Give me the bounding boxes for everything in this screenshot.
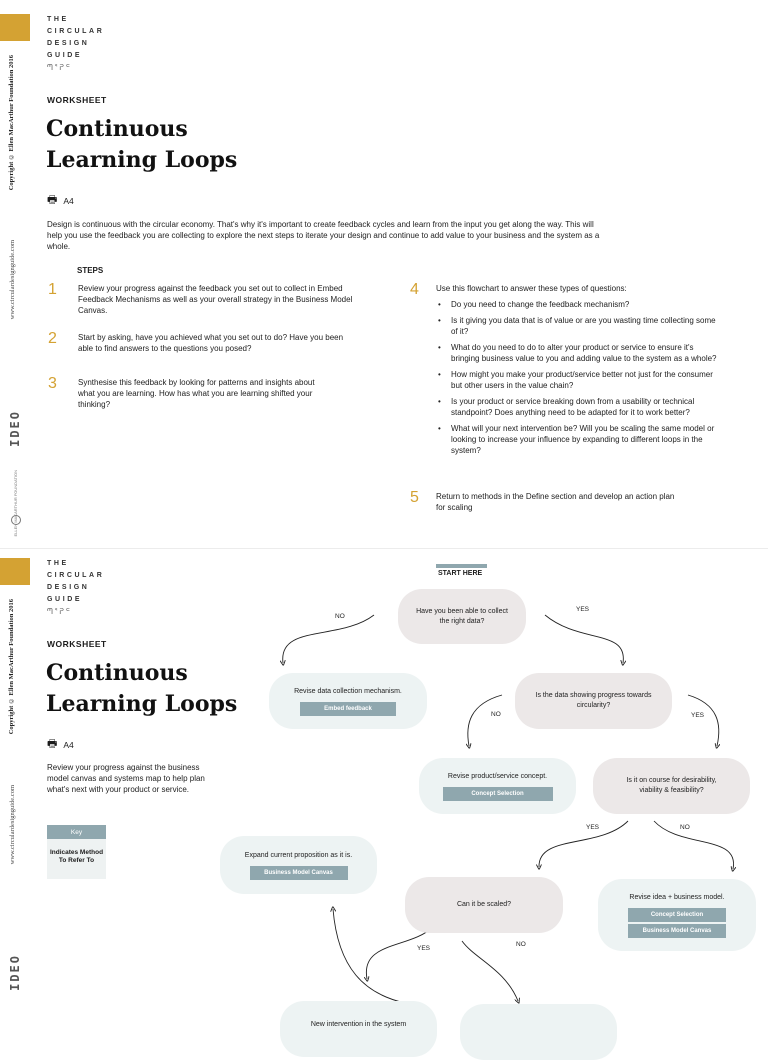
arrow-course-yes [539, 821, 628, 867]
logo-marks: ᘉᕐᕈᑦ [47, 63, 72, 72]
paper-format: 🖶 A4 [47, 735, 74, 754]
method-chip-concept-selection: Concept Selection [443, 787, 553, 801]
arrow-scaled-yes [366, 927, 433, 979]
list-item: • Do you need to change the feedback mechanism? [436, 299, 718, 310]
method-chip-business-model-canvas: Business Model Canvas [628, 924, 726, 938]
method-chip-embed-feedback: Embed feedback [300, 702, 396, 716]
page-title: Continuous Learning Loops [46, 116, 238, 173]
arrow-progress-no [468, 695, 502, 746]
worksheet-page-1: Copyright © Ellen MacArthur Foundation 2016 www.circulardesignguide.com IDEO ELLEN MACARTHUR FOUNDATION THE CIRCULAR DESIGN GUIDE ᘉᕐᕈᑦ WORKSHEET Continuous Learning Loops 🖶 A4 Design is continuous with the circular economy. That's why it's important to create feedback cycles and learn from the input you get along the way. This will help you use the feedback you are collecting to explore the next steps to iterate your design and continue to add value to your business and the system as a whole. STEPS 1 Review your progress against the feedback you set out to collect in Embed Feedback Mechanisms as well as your overall strategy in the Business Model Canvas. 2 Start by asking, have you achieved what you set out to do? Have you been able to find answers to the questions you posed? 3 Synthesise this feedback by looking for patterns and insights about what you are learning. How has what you are learning shifted your thinking? 4 Use this flowchart to answer these types of questions: • Do you need to change the feedback mechanism? • Is it giving you data that is of value or are you wasting time collecting some of it? • What do you need to do to alter your product or service to ensure it's bringing business value to you and adding value to the system as a whole? • How might you make your product/service better not just for the consumer but other users in the value chain? • Is your product or service breaking down from a usability or technical standpoint? Does anything need to be adapted for it to work better? • What will your next intervention be? Will you be scaling the same model or looking to increase your influence by expanding to different loops in the system? 5 Return to methods in the Define section and develop an action plan for scaling [0, 0, 768, 548]
action-new-intervention: New intervention in the system [280, 1001, 437, 1057]
action-other-outcome [460, 1004, 617, 1060]
key-description: Indicates Method To Refer To [47, 839, 106, 879]
start-here-label: START HERE [438, 570, 483, 577]
url-vertical: www.circulardesignguide.com [9, 240, 16, 320]
intro-text: Design is continuous with the circular economy. That's why it's important to create feedback cycles and learn from the input you get along the way. This will help you use the feedback you are collecting to explore the next steps to iterate your design and continue to add value to your business and the system as a whole. [47, 220, 600, 251]
list-item: • What do you need to do to alter your product or service to ensure it's bringing business value to you and adding value to the system as a whole? [436, 342, 718, 364]
intro-text: Review your progress against the business model canvas and systems map to help plan what's next with your product or service. [47, 763, 205, 794]
emf-logo-icon [11, 515, 21, 525]
method-chip-business-model-canvas: Business Model Canvas [250, 866, 348, 880]
method-chip-concept-selection: Concept Selection [628, 908, 726, 922]
url-vertical: www.circulardesignguide.com [9, 785, 16, 865]
arrow-collect-yes [545, 615, 623, 663]
action-revise-idea: Revise idea + business model. Concept Selection Business Model Canvas [598, 879, 756, 951]
question-progress: Is the data showing progress towards circularity? [515, 673, 672, 729]
worksheet-label: WORKSHEET [47, 95, 107, 105]
print-icon: 🖶 [47, 738, 58, 750]
arrow-scaled-no [462, 941, 518, 1001]
list-item: • Is your product or service breaking down from a usability or technical standpoint? Does anything need to be adapted for it to work better? [436, 396, 718, 418]
action-revise-data: Revise data collection mechanism. Embed feedback [269, 673, 427, 729]
arrow-new-to-expand [333, 909, 405, 1003]
arrow-collect-no [283, 615, 374, 663]
action-expand-proposition: Expand current proposition as it is. Business Model Canvas [220, 836, 377, 894]
ideo-logo: IDEO [8, 954, 22, 991]
question-can-scale: Can it be scaled? [405, 877, 563, 933]
key-chip: Key [47, 825, 106, 839]
steps-heading: STEPS [77, 266, 104, 275]
edge-label-no: NO [491, 711, 501, 718]
emf-logo-text: ELLEN MACARTHUR FOUNDATION [13, 470, 18, 537]
circular-design-guide-logo: THE CIRCULAR DESIGN GUIDE ᘉᕐᕈᑦ [47, 16, 105, 72]
edge-label-no: NO [335, 613, 345, 620]
edge-label-no: NO [516, 941, 526, 948]
start-here-bar [436, 564, 487, 568]
question-list [436, 299, 718, 461]
list-item: • How might you make your product/service better not just for the consumer but other users in the value chain? [436, 369, 718, 391]
paper-format: 🖶 A4 [47, 191, 74, 210]
list-item: • Is it giving you data that is of value or are you wasting time collecting some of it? [436, 315, 718, 337]
edge-label-yes: YES [691, 712, 705, 719]
list-item: • What will your next intervention be? Will you be scaling the same model or looking to increase your influence by expanding to different loops in the system? [436, 423, 718, 456]
edge-label-no: NO [680, 824, 690, 831]
arrow-course-no [654, 821, 734, 869]
circular-design-guide-logo: THE CIRCULAR DESIGN GUIDE ᘉᕐᕈᑦ [47, 560, 105, 616]
logo-marks: ᘉᕐᕈᑦ [47, 607, 72, 616]
arrow-progress-yes [688, 695, 719, 746]
edge-label-yes: YES [417, 945, 431, 952]
edge-label-yes: YES [586, 824, 600, 831]
copyright-vertical: Copyright © Ellen MacArthur Foundation 2016 [8, 599, 15, 735]
worksheet-page-2 [0, 548, 768, 1028]
page-title: Continuous Learning Loops [46, 660, 238, 717]
section-tab [0, 14, 30, 41]
action-revise-product: Revise product/service concept. Concept Selection [419, 758, 576, 814]
copyright-vertical: Copyright © Ellen MacArthur Foundation 2016 [8, 55, 15, 191]
question-on-course: Is it on course for desirability, viability & feasibility? [593, 758, 750, 814]
worksheet-label: WORKSHEET [47, 639, 107, 649]
ideo-logo: IDEO [8, 410, 22, 447]
edge-label-yes: YES [576, 606, 590, 613]
print-icon: 🖶 [47, 194, 58, 206]
question-collect-data: Have you been able to collect the right data? [398, 589, 526, 644]
